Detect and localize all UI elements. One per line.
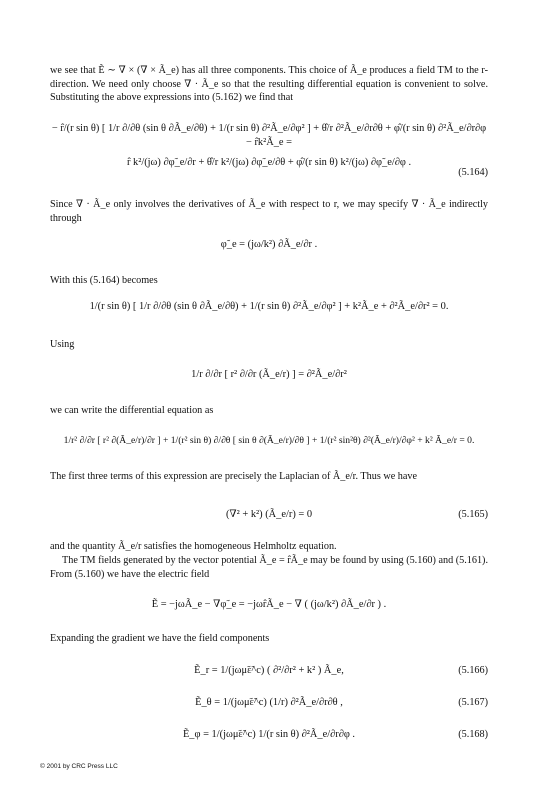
paragraph-3: With this (5.164) becomes: [50, 275, 158, 286]
paragraph-8: The TM fields generated by the vector potential Ã_e = r̂Ã_e may be found by using (5.160) and (5.161). From (5.160) we have the electric field: [50, 555, 488, 580]
equation-phi-e: φ̃_e = (jω/k²) ∂Ã_e/∂r .: [220, 239, 318, 250]
paragraph-7: and the quantity Ã_e/r satisfies the homogeneous Helmholtz equation.: [50, 541, 337, 552]
equation-5-164-line-2: r̂ k²/(jω) ∂φ̃_e/∂r + θ̂/r k²/(jω) ∂φ̃_e/∂θ + φ̂/(r sin θ) k²/(jω) ∂φ̃_e/∂φ . (5.164): [126, 157, 488, 178]
paragraph-2: Since ∇ · Ã_e only involves the derivatives of Ã_e with respect to r, we may specify ∇ · Ã_e indirectly through: [50, 199, 488, 224]
equation-number-5-164: (5.164): [458, 167, 488, 178]
copyright-footer: © 2001 by CRC Press LLC: [40, 763, 118, 770]
paragraph-4: Using: [50, 339, 75, 350]
equation-5-167: Ẽ_θ = 1/(jωμ̃ε̃^c) (1/r) ∂²Ã_e/∂r∂θ , (5.167): [195, 697, 488, 708]
paragraph-1: we see that Ẽ ∼ ∇ × (∇ × Ã_e) has all three components. This choice of Ã_e produces a field TM to the r-direction. We need only choose ∇ · Ã_e so that the resulting differential equation is convenient to solve. Substituting the above expressions into (5.162) we find that: [50, 65, 488, 104]
equation-identity: 1/r ∂/∂r [ r² ∂/∂r (Ã_e/r) ] = ∂²Ã_e/∂r²: [191, 369, 347, 380]
equation-5-164-line-1: − r̂/(r sin θ) [ 1/r ∂/∂θ (sin θ ∂Ã_e/∂θ) + 1/(r sin θ) ∂²Ã_e/∂φ² ] + θ̂/r ∂²Ã_e/∂r∂θ + φ̂/(r sin θ) ∂²Ã_e/∂r∂φ − r̂k²Ã_e =: [51, 123, 487, 148]
paragraph-5: we can write the differential equation as: [50, 405, 214, 416]
equation-electric-field: Ẽ = −jωÃ_e − ∇φ̃_e = −jωr̂Ã_e − ∇ ( (jω/k²) ∂Ã_e/∂r ) .: [151, 599, 387, 610]
paragraph-9: Expanding the gradient we have the field components: [50, 633, 270, 644]
equation-number-5-166: (5.166): [458, 665, 488, 676]
equation-rewritten: 1/(r sin θ) [ 1/r ∂/∂θ (sin θ ∂Ã_e/∂θ) + 1/(r sin θ) ∂²Ã_e/∂φ² ] + k²Ã_e + ∂²Ã_e/∂r² = 0.: [89, 301, 449, 312]
equation-5-168: Ẽ_φ = 1/(jωμ̃ε̃^c) 1/(r sin θ) ∂²Ã_e/∂r∂φ . (5.168): [182, 729, 488, 740]
equation-number-5-168: (5.168): [458, 729, 488, 740]
equation-differential: 1/r² ∂/∂r [ r² ∂(Ã_e/r)/∂r ] + 1/(r² sin θ) ∂/∂θ [ sin θ ∂(Ã_e/r)/∂θ ] + 1/(r² sin²θ) ∂²(Ã_e/r)/∂φ² + k² Ã_e/r = 0.: [63, 435, 475, 446]
equation-number-5-165: (5.165): [458, 509, 488, 520]
equation-5-165: (∇² + k²) (Ã_e/r) = 0 (5.165): [225, 509, 488, 520]
equation-number-5-167: (5.167): [458, 697, 488, 708]
paragraph-6: The first three terms of this expression are precisely the Laplacian of Ã_e/r. Thus we have: [50, 471, 417, 482]
equation-5-166: Ẽ_r = 1/(jωμ̃ε̃^c) ( ∂²/∂r² + k² ) Ã_e, (5.166): [194, 665, 488, 676]
